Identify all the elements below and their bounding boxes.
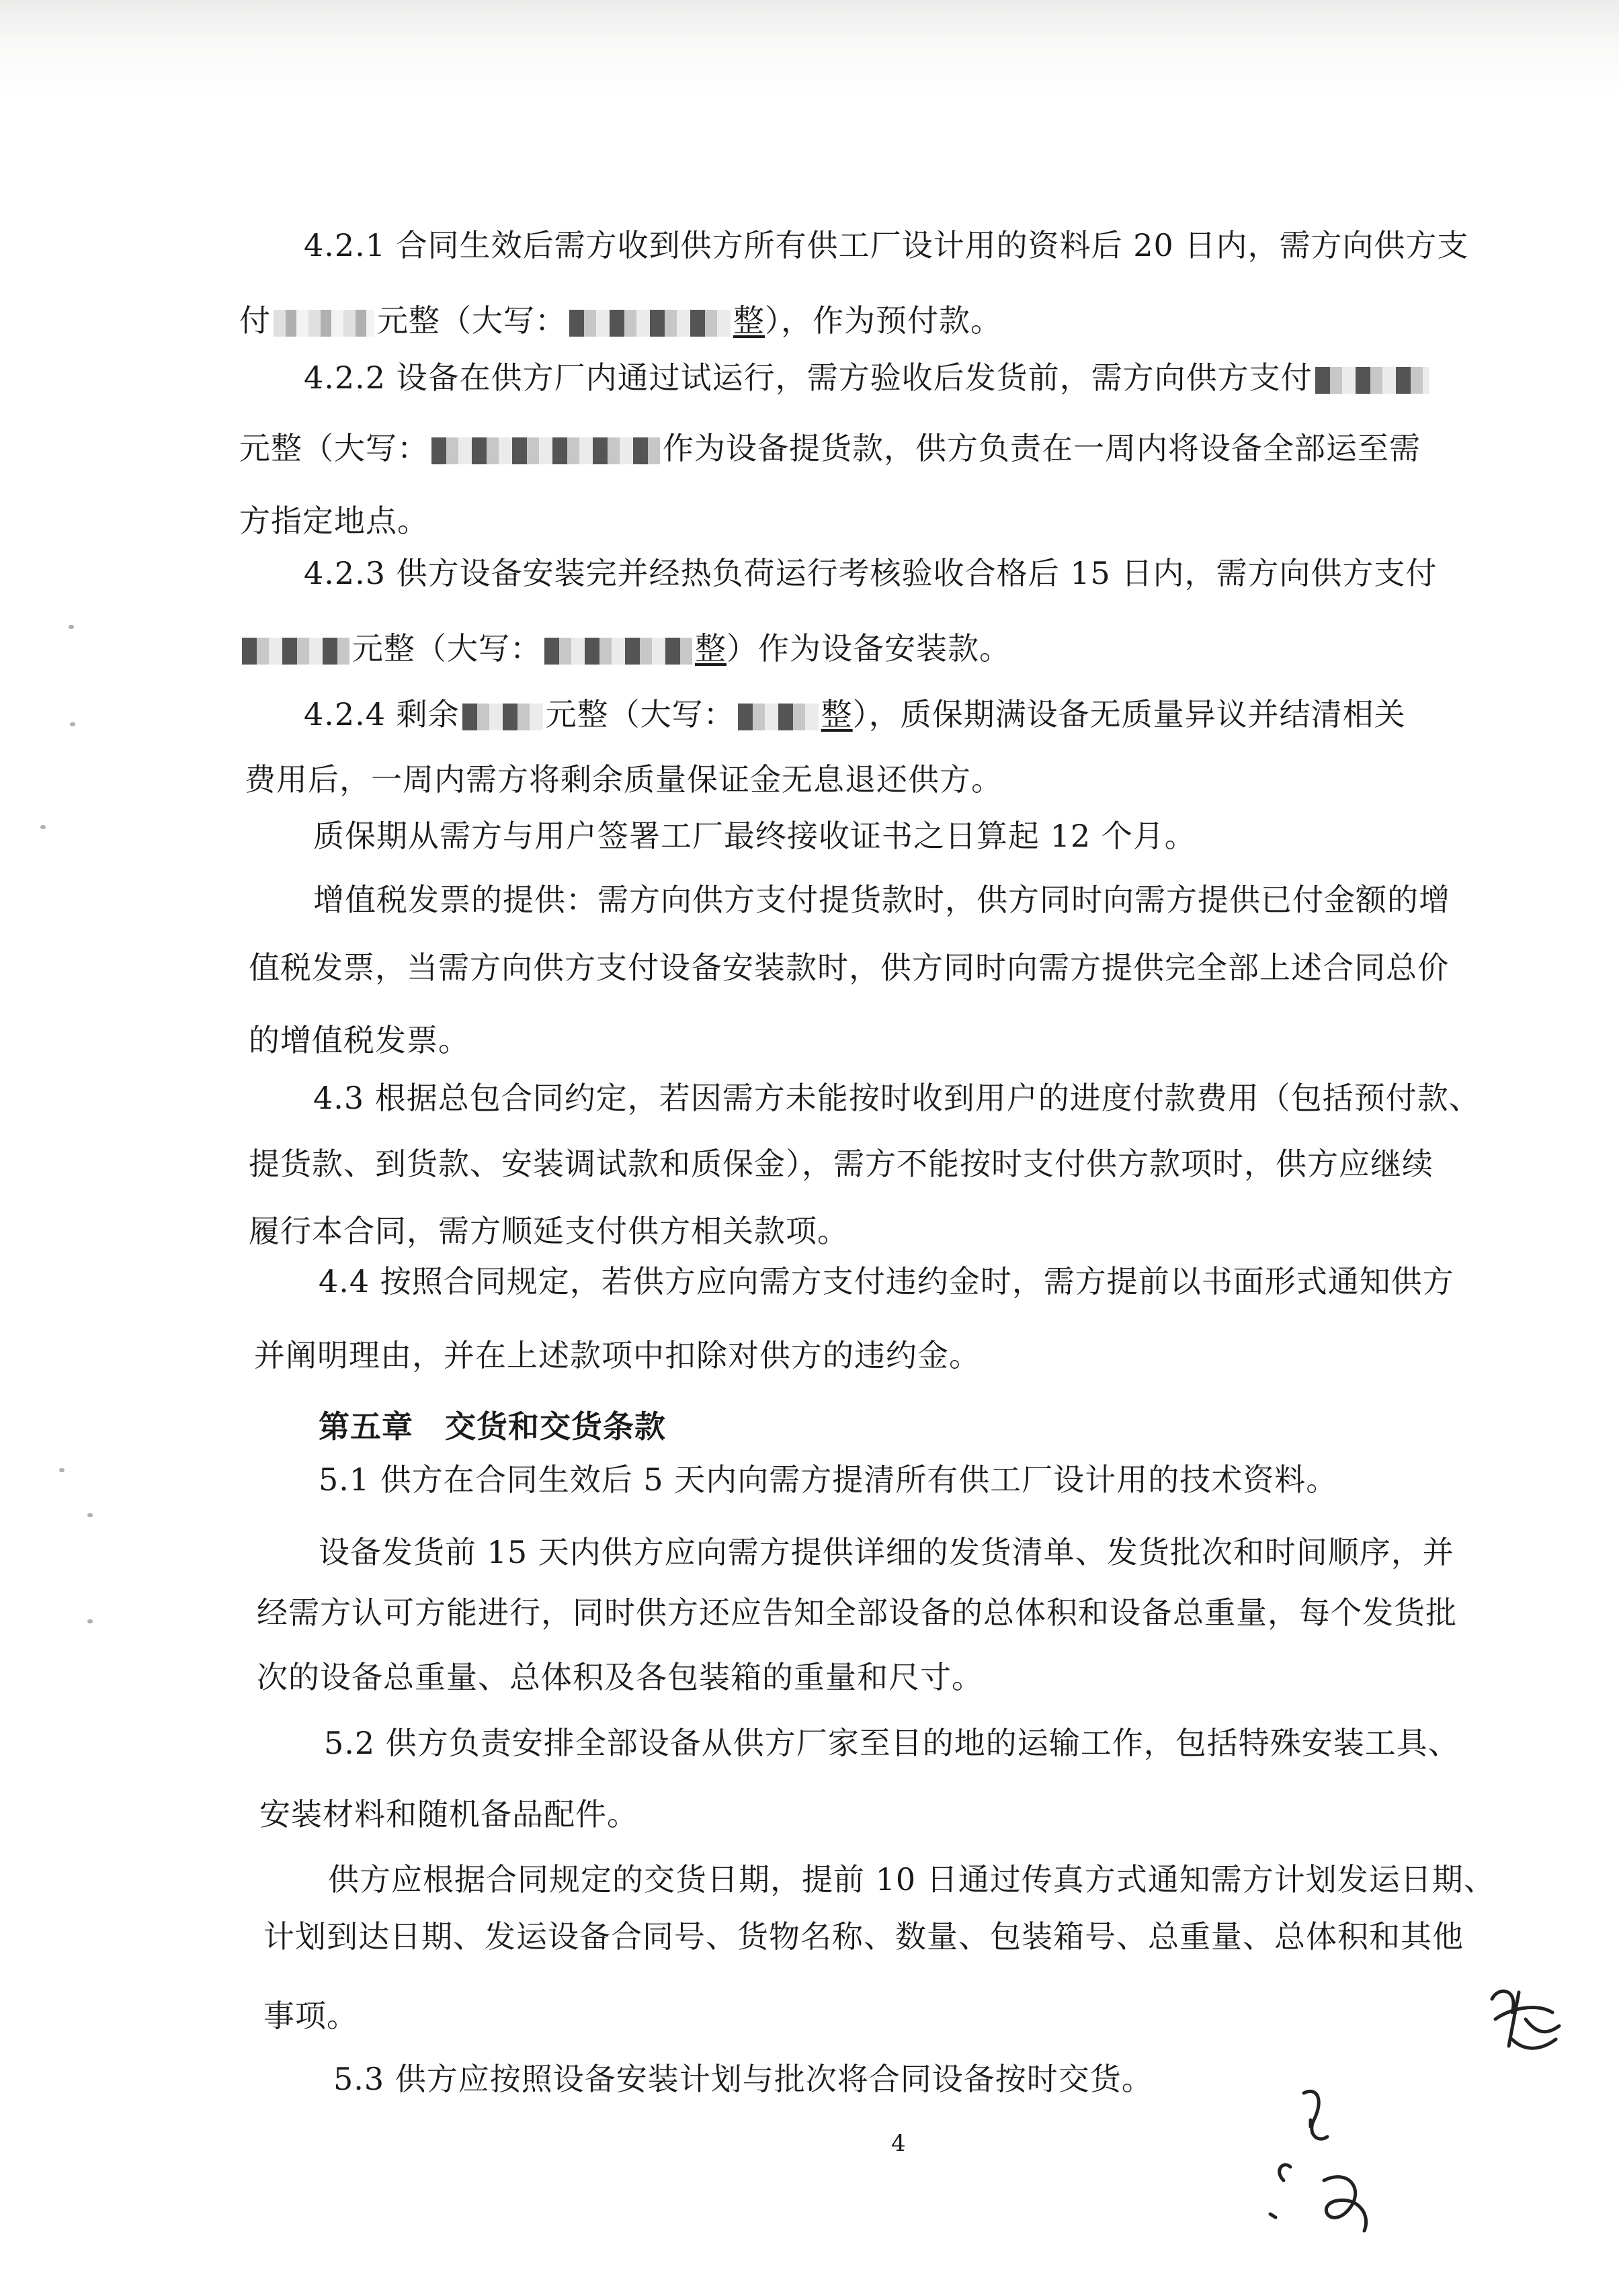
paragraph-4-2-2-line-1: [304, 357, 1432, 398]
paragraph-5-2-line-4: 计划到达日期、发运设备合同号、货物名称、数量、包装箱号、总重量、总体积和其他: [263, 1918, 1464, 1955]
redacted-amount: [274, 310, 374, 337]
paragraph-4-2-1-line-2: [239, 300, 1002, 341]
scan-speck: [59, 1468, 65, 1472]
paragraph-4-2-2-line-2: [239, 428, 1421, 468]
text-segment: ）作为设备安装款。: [727, 630, 1011, 667]
text-segment: 整: [733, 302, 765, 339]
text-segment: 元整（大写：: [352, 630, 542, 667]
text-segment: 元整（大写：: [239, 430, 429, 466]
scan-speck: [70, 722, 75, 726]
paragraph-5-1-line-1: 5.1 供方在合同生效后 5 天内向需方提清所有供工厂设计用的技术资料。: [319, 1461, 1338, 1498]
paragraph-5-1-line-4: 次的设备总重量、总体积及各包装箱的重量和尺寸。: [257, 1659, 983, 1695]
scan-speck: [40, 825, 46, 829]
redacted-amount-words: [569, 310, 731, 337]
paragraph-5-2-line-2: 安装材料和随机备品配件。: [259, 1796, 638, 1832]
paragraph-5-1-line-3: 经需方认可方能进行，同时供方还应告知全部设备的总体积和设备总重量，每个发货批: [257, 1595, 1457, 1631]
redacted-amount: [242, 638, 349, 665]
text-segment: 元整（大写：: [545, 696, 735, 732]
text-segment: 4.2.4 剩余: [304, 696, 460, 732]
paragraph-5-2-line-5: 事项。: [263, 1998, 358, 2034]
paragraph-vat-line-3: 的增值税发票。: [249, 1022, 470, 1058]
paragraph-vat-line-2: 值税发票，当需方向供方支付设备安装款时，供方同时向需方提供完全部上述合同总价: [249, 949, 1449, 986]
text-segment: 付: [239, 302, 271, 339]
paragraph-4-3-line-2: 提货款、到货款、安装调试款和质保金），需方不能按时支付供方款项时，供方应继续: [249, 1146, 1434, 1182]
paragraph-4-2-2-line-3: 方指定地点。: [239, 503, 429, 539]
redacted-amount-words: [738, 704, 819, 730]
text-segment: 整: [821, 696, 853, 732]
paragraph-5-2-line-3: 供方应根据合同规定的交货日期，提前 10 日通过传真方式通知需方计划发运日期、: [328, 1861, 1495, 1898]
paragraph-4-2-4-line-2: 费用后，一周内需方将剩余质量保证金无息退还供方。: [245, 761, 1003, 798]
scan-speck: [87, 1513, 93, 1517]
text-segment: 整: [695, 630, 727, 667]
chapter-5-title: 第五章 交货和交货条款: [319, 1408, 666, 1445]
paragraph-warranty: 质保期从需方与用户签署工厂最终接收证书之日算起 12 个月。: [313, 818, 1196, 854]
paragraph-4-2-3-line-1: 4.2.3 供方设备安装完并经热负荷运行考核验收合格后 15 日内，需方向供方支付: [304, 555, 1438, 591]
page-number: 4: [891, 2130, 906, 2157]
text-segment: 作为设备提货款，供方负责在一周内将设备全部运至需: [663, 430, 1421, 466]
redacted-amount: [462, 704, 543, 730]
redacted-amount: [1315, 367, 1429, 394]
paragraph-4-4-line-2: 并阐明理由，并在上述款项中扣除对供方的违约金。: [254, 1337, 981, 1373]
paragraph-4-2-4-line-1: [304, 694, 1406, 734]
paragraph-4-2-3-line-2: [239, 628, 1011, 669]
text-segment: 元整（大写：: [377, 302, 567, 339]
paragraph-4-4-line-1: 4.4 按照合同规定，若供方应向需方支付违约金时，需方提前以书面形式通知供方: [319, 1263, 1454, 1300]
handwritten-signature-initial: [1472, 1972, 1573, 2066]
text-segment: ），质保期满设备无质量异议并结清相关: [852, 696, 1406, 732]
paragraph-5-2-line-1: 5.2 供方负责安排全部设备从供方厂家至目的地的运输工作，包括特殊安装工具、: [324, 1725, 1460, 1761]
handwritten-signature: [1243, 2080, 1398, 2241]
scan-speck: [87, 1619, 93, 1623]
text-segment: 4.2.2 设备在供方厂内通过试运行，需方验收后发货前，需方向供方支付: [304, 359, 1313, 396]
redacted-amount-words: [544, 638, 692, 665]
paragraph-5-1-line-2: 设备发货前 15 天内供方应向需方提供详细的发货清单、发货批次和时间顺序，并: [319, 1534, 1454, 1570]
paragraph-4-2-1-line-1: 4.2.1 合同生效后需方收到供方所有供工厂设计用的资料后 20 日内，需方向供方支: [304, 227, 1469, 263]
paragraph-4-3-line-1: 4.3 根据总包合同约定，若因需方未能按时收到用户的进度付款费用（包括预付款、: [313, 1080, 1481, 1116]
paragraph-vat-line-1: 增值税发票的提供：需方向供方支付提货款时，供方同时向需方提供已付金额的增: [313, 882, 1450, 918]
paragraph-5-3: 5.3 供方应按照设备安装计划与批次将合同设备按时交货。: [333, 2061, 1153, 2097]
text-segment: ），作为预付款。: [765, 302, 1002, 339]
redacted-amount-words: [431, 437, 660, 464]
paragraph-4-3-line-3: 履行本合同，需方顺延支付供方相关款项。: [249, 1213, 849, 1249]
scan-speck: [69, 625, 74, 629]
